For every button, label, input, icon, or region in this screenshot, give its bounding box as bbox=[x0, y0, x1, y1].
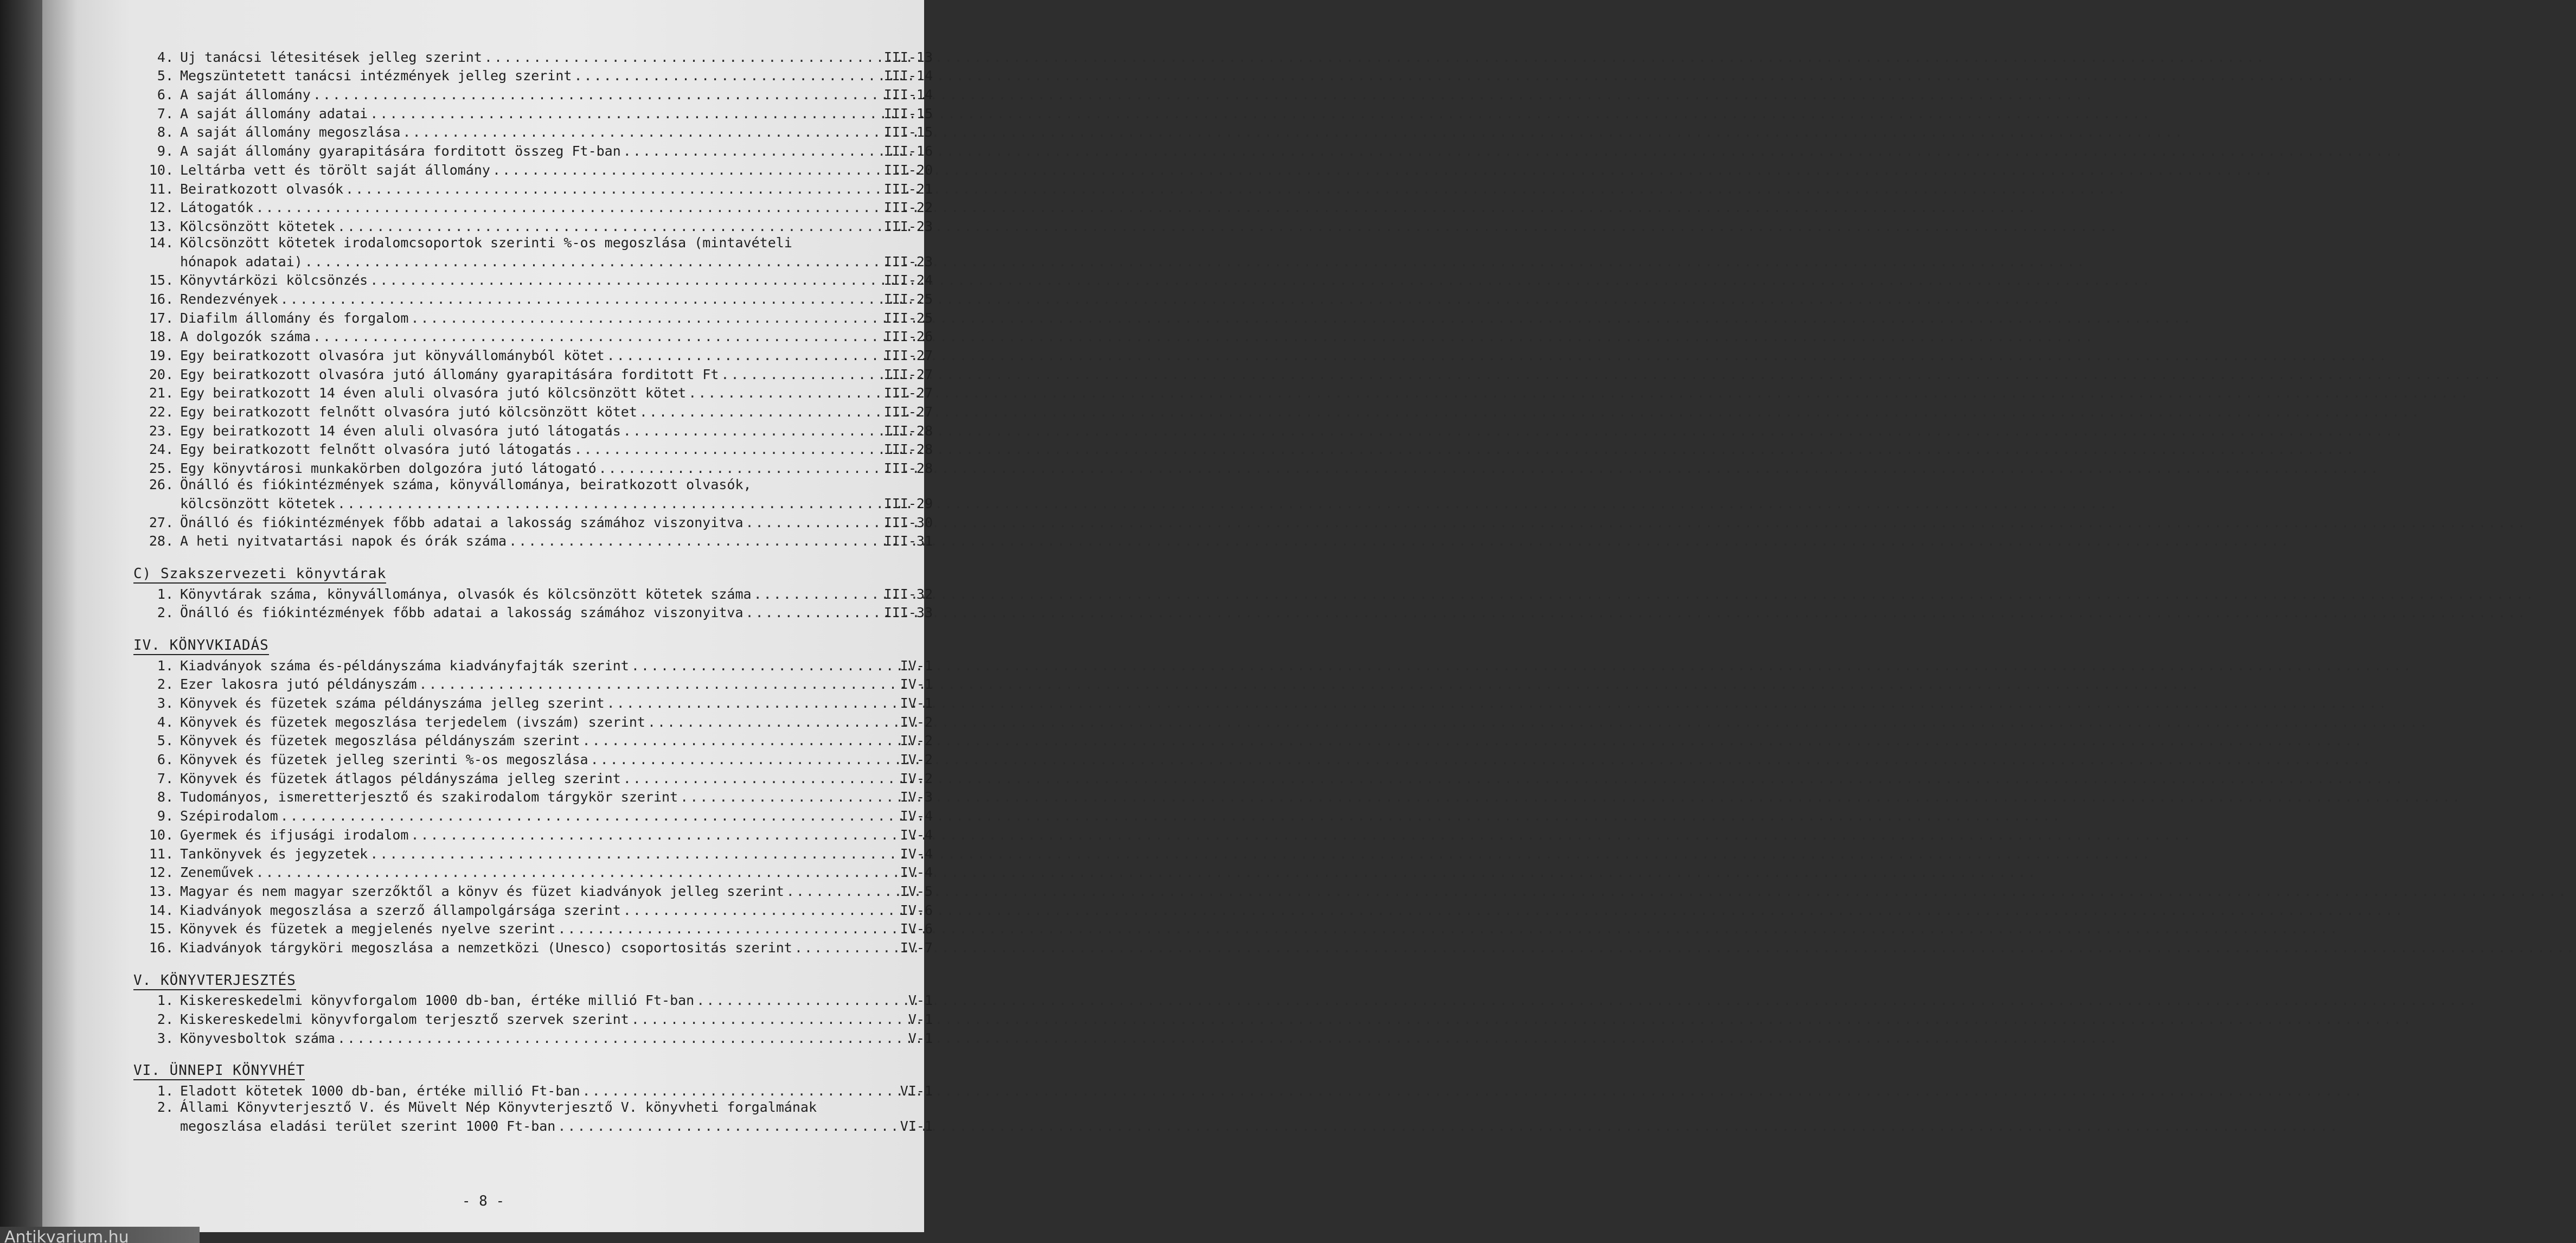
toc-list-section-iv bbox=[136, 655, 933, 956]
entry-title: Kiadványok száma és-példányszáma kiadványfajták szerint bbox=[180, 657, 629, 674]
entry-page: III-13 bbox=[883, 49, 933, 65]
entry-page: III-31 bbox=[883, 533, 933, 549]
entry-title: Leltárba vett és törölt saját állomány bbox=[180, 162, 490, 178]
entry-page: III-24 bbox=[883, 272, 933, 289]
toc-list-b bbox=[136, 270, 933, 477]
toc-entry bbox=[136, 824, 933, 843]
entry-page: V-1 bbox=[908, 992, 933, 1009]
entry-page: III-14 bbox=[883, 68, 933, 84]
toc-entry bbox=[136, 584, 933, 603]
entry-title: Kölcsönzött kötetek bbox=[180, 218, 335, 234]
entry-title: Könyvek és füzetek megoszlása terjedelem (ivszám) szerint bbox=[180, 714, 645, 730]
toc-entry bbox=[136, 603, 933, 622]
entry-title-line2: megoszlása eladási terület szerint 1000 Ft-ban bbox=[180, 1118, 556, 1134]
toc-entry bbox=[136, 420, 933, 439]
entry-number: 2. bbox=[157, 605, 174, 621]
entry-number: 3. bbox=[157, 1030, 174, 1046]
toc-entry bbox=[136, 900, 933, 919]
entry-title: Uj tanácsi létesitések jelleg szerint bbox=[180, 49, 482, 65]
entry-title: Ezer lakosra jutó példányszám bbox=[180, 676, 417, 693]
entry-page: III-28 bbox=[883, 460, 933, 477]
entry-number: 13. bbox=[149, 883, 174, 899]
entry-number: 1. bbox=[157, 586, 174, 602]
section-heading-iv: IV. KÖNYVKIADÁS bbox=[133, 636, 933, 655]
toc-entry bbox=[136, 787, 933, 806]
entry-page: IV-6 bbox=[900, 902, 933, 918]
entry-number: 11. bbox=[149, 181, 174, 197]
entry-page: IV-4 bbox=[900, 864, 933, 881]
toc-entry bbox=[136, 1099, 933, 1135]
entry-title: A saját állomány gyarapitására forditott összeg Ft-ban bbox=[180, 143, 621, 159]
toc-entry bbox=[136, 84, 933, 103]
entry-page: III-27 bbox=[883, 366, 933, 382]
toc-entry bbox=[136, 47, 933, 66]
entry-number: 1. bbox=[157, 657, 174, 674]
entry-title: Zeneművek bbox=[180, 864, 254, 881]
entry-title: A dolgozók száma bbox=[180, 329, 311, 345]
entry-title: Könyvek és füzetek a megjelenés nyelve szerint bbox=[180, 921, 556, 937]
entry-number: 9. bbox=[157, 143, 174, 159]
entry-number: 17. bbox=[149, 310, 174, 326]
toc-entry bbox=[136, 307, 933, 326]
entry-title-line2: hónapok adatai) bbox=[180, 253, 303, 270]
entry-page: IV-4 bbox=[900, 826, 933, 843]
section-heading-v: V. KÖNYVTERJESZTÉS bbox=[133, 971, 933, 990]
toc-entry bbox=[136, 159, 933, 178]
entry-title: Egy beiratkozott 14 éven aluli olvasóra jutó kölcsönzött kötet bbox=[180, 385, 687, 401]
section-heading-vi: VI. ÜNNEPI KÖNYVHÉT bbox=[133, 1062, 933, 1081]
entry-number: 28. bbox=[149, 533, 174, 549]
entry-title: Önálló és fiókintézmények főbb adatai a lakosság számához viszonyitva bbox=[180, 514, 744, 530]
entry-page: III-23 bbox=[883, 253, 933, 270]
entry-page: III-22 bbox=[883, 200, 933, 216]
toc-entry bbox=[136, 235, 933, 270]
entry-title: Szépirodalom bbox=[180, 808, 278, 824]
entry-page: IV-3 bbox=[900, 789, 933, 805]
entry-number: 15. bbox=[149, 272, 174, 289]
entry-title: Kiadványok megoszlása a szerző állampolgársága szerint bbox=[180, 902, 621, 918]
entry-number: 15. bbox=[149, 921, 174, 937]
entry-number: 16. bbox=[149, 291, 174, 307]
entry-title-line1: Önálló és fiókintézmények száma, könyvállománya, beiratkozott olvasók, bbox=[180, 477, 752, 493]
toc-entry bbox=[136, 674, 933, 693]
entry-page: III-27 bbox=[883, 348, 933, 363]
entry-title: Könyvtárközi kölcsönzés bbox=[180, 272, 368, 289]
entry-page: III-15 bbox=[883, 105, 933, 121]
entry-page: VI-1 bbox=[900, 1083, 933, 1099]
entry-page: IV-1 bbox=[900, 657, 933, 674]
entry-title: Tankönyvek és jegyzetek bbox=[180, 845, 368, 862]
entry-number: 12. bbox=[149, 200, 174, 216]
entry-title: A saját állomány adatai bbox=[180, 105, 368, 121]
entry-number: 1. bbox=[157, 1083, 174, 1099]
toc-entry bbox=[136, 270, 933, 289]
entry-page: III-32 bbox=[883, 586, 933, 602]
entry-page: IV-4 bbox=[900, 808, 933, 824]
entry-number: 4. bbox=[157, 49, 174, 65]
entry-title: A heti nyitvatartási napok és órák száma bbox=[180, 533, 507, 549]
entry-number: 2. bbox=[157, 1011, 174, 1027]
toc-entry bbox=[136, 1028, 933, 1047]
entry-number: 14. bbox=[149, 902, 174, 918]
toc-entry bbox=[136, 103, 933, 122]
entry-number: 3. bbox=[157, 695, 174, 711]
toc-list-a bbox=[136, 47, 933, 235]
entry-title: Kiadványok tárgyköri megoszlása a nemzetközi (Unesco) csoportositás szerint bbox=[180, 939, 792, 956]
toc-entry bbox=[136, 881, 933, 900]
entry-number: 26. bbox=[149, 477, 174, 493]
toc-entry bbox=[136, 458, 933, 477]
entry-number: 2. bbox=[157, 676, 174, 693]
toc-entry bbox=[136, 531, 933, 550]
entry-number: 20. bbox=[149, 366, 174, 382]
entry-title: Könyvek és füzetek jelleg szerinti %-os megoszlása bbox=[180, 752, 588, 768]
entry-page: III-20 bbox=[883, 162, 933, 178]
entry-number: 21. bbox=[149, 385, 174, 401]
entry-number: 7. bbox=[157, 770, 174, 786]
toc-entry bbox=[136, 197, 933, 216]
toc-entry bbox=[136, 216, 933, 235]
entry-title: A saját állomány bbox=[180, 87, 311, 103]
entry-page: III-14 bbox=[883, 87, 933, 103]
entry-number: 1. bbox=[157, 992, 174, 1009]
entry-page: III-26 bbox=[883, 329, 933, 345]
entry-page: IV-1 bbox=[900, 676, 933, 693]
entry-page: IV-1 bbox=[900, 695, 933, 711]
entry-title: Egy beiratkozott olvasóra jut könyvállományból kötet bbox=[180, 348, 605, 363]
toc-entry bbox=[136, 345, 933, 364]
entry-title: Könyvek és füzetek átlagos példányszáma jelleg szerint bbox=[180, 770, 621, 786]
entry-title-line1: Kölcsönzött kötetek irodalomcsoportok szerinti %-os megoszlása (mintavételi bbox=[180, 234, 792, 251]
toc-entry bbox=[136, 439, 933, 458]
toc-entry bbox=[136, 731, 933, 749]
entry-page: IV-2 bbox=[900, 733, 933, 749]
toc-list-section-c bbox=[136, 584, 933, 621]
toc-entry bbox=[136, 1009, 933, 1028]
entry-number: 12. bbox=[149, 864, 174, 881]
entry-page: V-1 bbox=[908, 1030, 933, 1046]
toc-entry bbox=[136, 401, 933, 420]
entry-title: Könyvesboltok száma bbox=[180, 1030, 335, 1046]
entry-title: Látogatók bbox=[180, 200, 254, 216]
entry-page: IV-5 bbox=[900, 883, 933, 899]
entry-page: III-27 bbox=[883, 385, 933, 401]
toc-entry bbox=[136, 805, 933, 824]
entry-number: 4. bbox=[157, 714, 174, 730]
entry-title: Önálló és fiókintézmények főbb adatai a lakosság számához viszonyitva bbox=[180, 605, 744, 621]
entry-title: Magyar és nem magyar szerzőktől a könyv és füzet kiadványok jelleg szerint bbox=[180, 883, 784, 899]
entry-page: III-25 bbox=[883, 291, 933, 307]
toc-entry bbox=[136, 383, 933, 402]
entry-title: Egy beiratkozott felnőtt olvasóra jutó látogatás bbox=[180, 441, 572, 458]
toc-entry bbox=[136, 862, 933, 881]
toc-entry bbox=[136, 712, 933, 731]
entry-number: 27. bbox=[149, 514, 174, 530]
entry-title: Beiratkozott olvasók bbox=[180, 181, 344, 197]
entry-title-line2: kölcsönzött kötetek bbox=[180, 495, 335, 511]
entry-number: 6. bbox=[157, 752, 174, 768]
entry-page: III-28 bbox=[883, 422, 933, 439]
entry-page: IV-2 bbox=[900, 752, 933, 768]
entry-number: 13. bbox=[149, 218, 174, 234]
entry-number: 8. bbox=[157, 789, 174, 805]
entry-number: 23. bbox=[149, 422, 174, 439]
entry-number: 24. bbox=[149, 441, 174, 458]
entry-number: 10. bbox=[149, 162, 174, 178]
toc-entry bbox=[136, 919, 933, 938]
entry-page: IV-6 bbox=[900, 921, 933, 937]
toc-entry bbox=[136, 655, 933, 674]
entry-page: III-16 bbox=[883, 143, 933, 159]
entry-title: Gyermek és ifjusági irodalom bbox=[180, 826, 409, 843]
entry-number: 5. bbox=[157, 68, 174, 84]
toc-entry bbox=[136, 768, 933, 787]
entry-number: 19. bbox=[149, 348, 174, 363]
entry-number: 22. bbox=[149, 404, 174, 420]
toc-entry bbox=[136, 693, 933, 712]
entry-title-line1: Állami Könyvterjesztő V. és Müvelt Nép Könyvterjesztő V. könyvheti forgalmának bbox=[180, 1099, 817, 1116]
toc-entry bbox=[136, 289, 933, 307]
entry-page: III-33 bbox=[883, 605, 933, 621]
toc-entry bbox=[136, 512, 933, 531]
entry-title: Egy könyvtárosi munkakörben dolgozóra jutó látogató bbox=[180, 460, 597, 477]
entry-page: III-28 bbox=[883, 441, 933, 458]
entry-title: Kiskereskedelmi könyvforgalom 1000 db-ban, értéke millió Ft-ban bbox=[180, 992, 695, 1009]
entry-title: Rendezvények bbox=[180, 291, 278, 307]
entry-title: Könyvek és füzetek száma példányszáma jelleg szerint bbox=[180, 695, 605, 711]
entry-title: Megszüntetett tanácsi intézmények jelleg szerint bbox=[180, 68, 572, 84]
entry-number: 8. bbox=[157, 124, 174, 140]
entry-number: 18. bbox=[149, 329, 174, 345]
book-binding bbox=[0, 0, 42, 1232]
entry-title: Kiskereskedelmi könyvforgalom terjesztő szervek szerint bbox=[180, 1011, 629, 1027]
toc-entry bbox=[136, 66, 933, 85]
entry-title: Egy beiratkozott olvasóra jutó állomány gyarapitására forditott Ft bbox=[180, 366, 719, 382]
toc-entry bbox=[136, 477, 933, 512]
entry-page: IV-4 bbox=[900, 845, 933, 862]
entry-page: VI-1 bbox=[900, 1118, 933, 1134]
entry-number: 10. bbox=[149, 826, 174, 843]
entry-number: 9. bbox=[157, 808, 174, 824]
page-number: - 8 - bbox=[462, 1193, 505, 1209]
entry-page: IV-7 bbox=[900, 939, 933, 956]
entry-page: III-25 bbox=[883, 310, 933, 326]
entry-page: IV-2 bbox=[900, 770, 933, 786]
toc-entry bbox=[136, 749, 933, 768]
entry-title: Eladott kötetek 1000 db-ban, értéke millió Ft-ban bbox=[180, 1083, 580, 1099]
entry-number: 2. bbox=[157, 1099, 174, 1116]
entry-number: 6. bbox=[157, 87, 174, 103]
entry-page: IV-2 bbox=[900, 714, 933, 730]
entry-title: Könyvek és füzetek megoszlása példányszám szerint bbox=[180, 733, 580, 749]
toc-entry bbox=[136, 843, 933, 862]
toc-entry bbox=[136, 937, 933, 956]
entry-number: 16. bbox=[149, 939, 174, 956]
table-of-contents bbox=[133, 47, 933, 1135]
toc-list-c bbox=[136, 512, 933, 549]
entry-title: Egy beiratkozott felnőtt olvasóra jutó kölcsönzött kötet bbox=[180, 404, 637, 420]
entry-number: 11. bbox=[149, 845, 174, 862]
entry-title: Tudományos, ismeretterjesztő és szakirodalom tárgykör szerint bbox=[180, 789, 678, 805]
watermark: Antikvarium.hu bbox=[0, 1227, 200, 1243]
entry-page: III-30 bbox=[883, 514, 933, 530]
entry-title: Egy beiratkozott 14 éven aluli olvasóra jutó látogatás bbox=[180, 422, 621, 439]
entry-page: III-29 bbox=[883, 495, 933, 511]
entry-page: V-1 bbox=[908, 1011, 933, 1027]
entry-title: Könyvtárak száma, könyvállománya, olvasók és kölcsönzött kötetek száma bbox=[180, 586, 752, 602]
toc-list-section-v bbox=[136, 990, 933, 1047]
entry-page: III-23 bbox=[883, 218, 933, 234]
entry-page: III-27 bbox=[883, 404, 933, 420]
entry-page: III-15 bbox=[883, 124, 933, 140]
toc-entry bbox=[136, 364, 933, 383]
toc-entry bbox=[136, 140, 933, 159]
toc-entry bbox=[136, 326, 933, 345]
document-page bbox=[42, 0, 933, 1232]
entry-title: Diafilm állomány és forgalom bbox=[180, 310, 409, 326]
toc-entry bbox=[136, 990, 933, 1009]
toc-entry bbox=[136, 1080, 933, 1099]
entry-number: 14. bbox=[149, 234, 174, 251]
entry-number: 5. bbox=[157, 733, 174, 749]
section-heading-c: C) Szakszervezeti könyvtárak bbox=[133, 565, 933, 584]
toc-entry bbox=[136, 178, 933, 197]
entry-number: 7. bbox=[157, 105, 174, 121]
entry-number: 25. bbox=[149, 460, 174, 477]
toc-entry bbox=[136, 122, 933, 141]
entry-page: III-21 bbox=[883, 181, 933, 197]
entry-title: A saját állomány megoszlása bbox=[180, 124, 401, 140]
